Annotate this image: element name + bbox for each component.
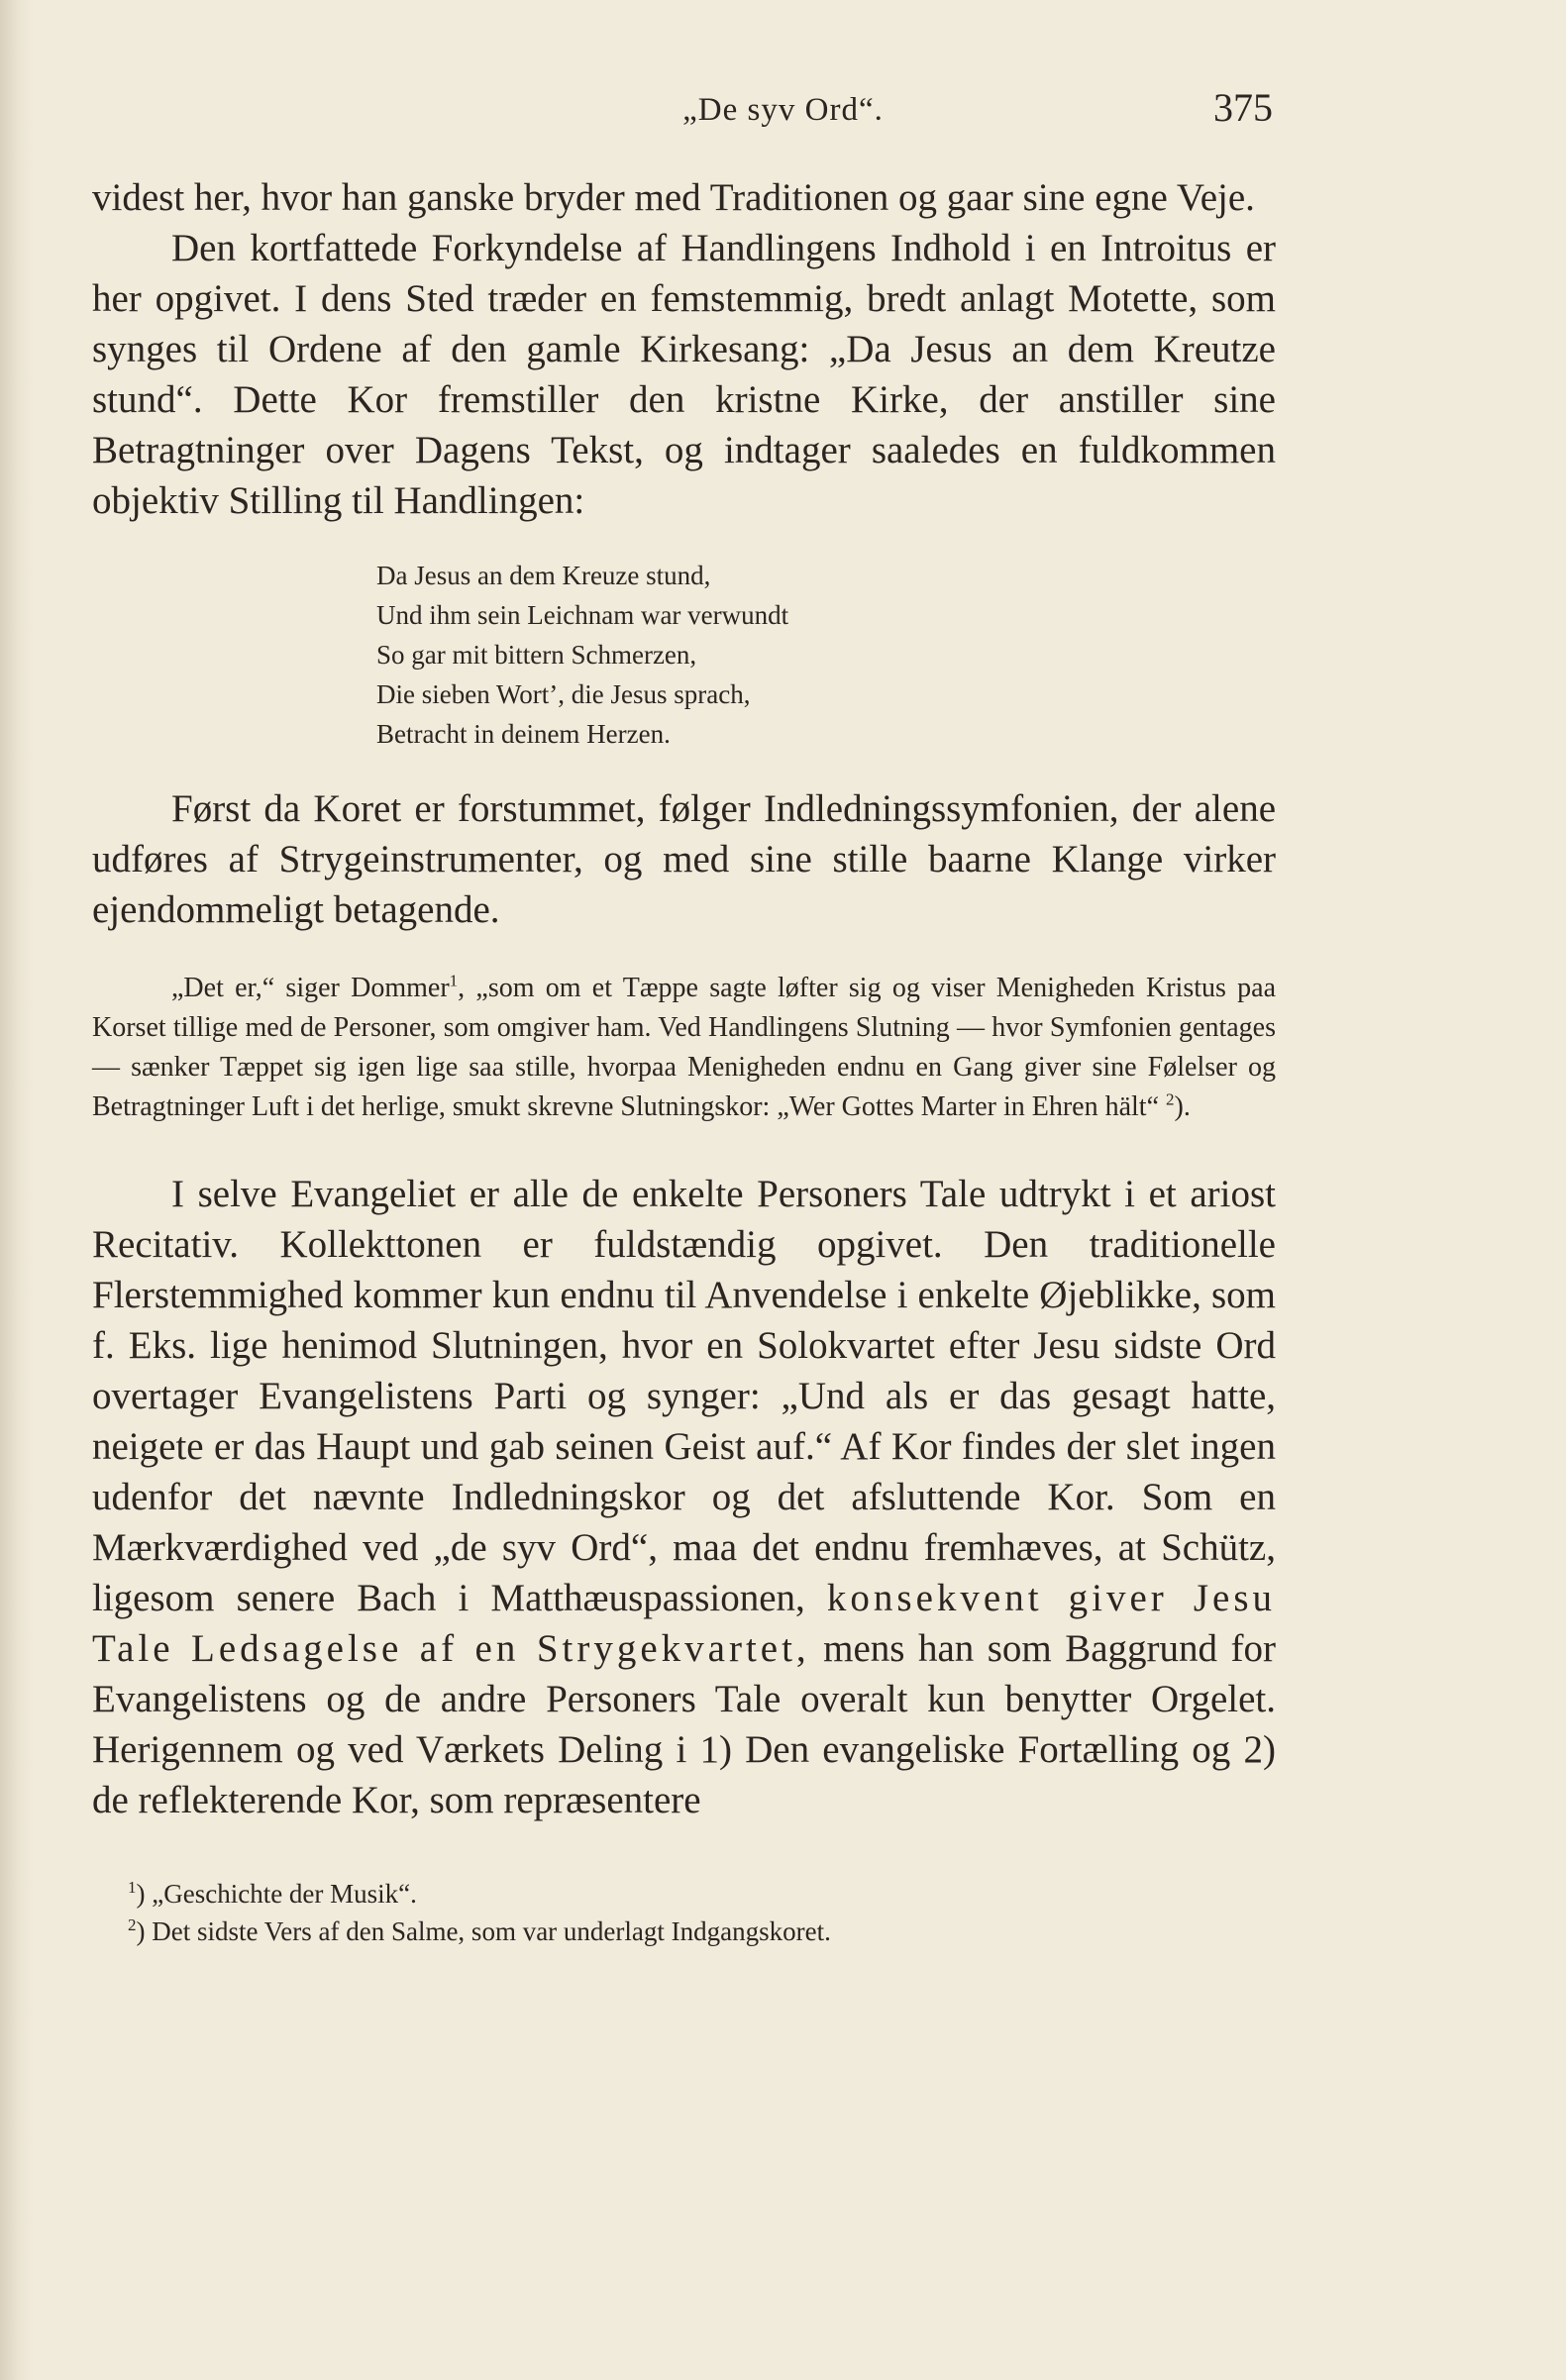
spaced-emphasis: konsekvent giver Jesu Tale Ledsagelse af en Strygekvartet, (92, 1577, 1277, 1670)
quote-text: ). (1174, 1091, 1191, 1122)
footnote-mark: 1 (128, 1878, 137, 1897)
poem-quote (376, 556, 1276, 754)
main-text (92, 172, 1276, 1950)
paragraph-symphony: Først da Koret er forstummet, følger Indledningssymfonien, der alene udføres af Strygeinstrumenter, og med sine stille baarne Klange virker ejendommeligt betagende. (92, 787, 1276, 931)
poem-line: Und ihm sein Leichnam war verwundt (376, 600, 789, 630)
quote-text: , „som om et Tæppe sagte løfter sig og viser Menigheden Kristus paa Korset tillige med de Personer, som omgiver ham. Ved Handlingens Slutning — hvor Symfonien gentages — sænker Tæppet sig igen lige saa stille, hvorpaa Menigheden endnu en Gang giver sine Følelser og Betragtninger Luft i det herlige, smukt skrevne Slutningskor: „Wer Gottes Marter in Ehren hält“ (92, 973, 1277, 1122)
footnote: $^1$) „Geschichte der Musik“. (128, 1878, 417, 1909)
paragraph-continuation: videst her, hvor han ganske bryder med Traditionen og gaar sine egne Veje. (92, 176, 1255, 219)
poem-line: Die sieben Wort’, die Jesus sprach, (376, 679, 751, 709)
paragraph-introitus: Den kortfattede Forkyndelse af Handlingens Indhold i en Introitus er her opgivet. I dens Sted træder en femstemmig, bredt anlagt Motette, som synges til Ordene af den gamle Kirkesang: „Da Jesus an dem Kreutze stund“. Dette Kor fremstiller den kristne Kirke, der anstiller sine Betragtninger over Dagens Tekst, og indtager saaledes en fuldkommen objektiv Stilling til Handlingen: (92, 227, 1276, 522)
footnote: $^2$) Det sidste Vers af den Salme, som var underlagt Indgangskoret. (128, 1915, 831, 1946)
poem-line: So gar mit bittern Schmerzen, (376, 640, 697, 670)
footnotes (128, 1875, 1276, 1950)
block-quote-dommer (92, 969, 1276, 1127)
running-title: „De syv Ord“. (682, 92, 884, 128)
footnote-text: Det sidste Vers af den Salme, som var underlagt Indgangskoret. (152, 1916, 831, 1946)
paragraph-text: mens han som Baggrund for Evangelistens og de andre Personers Tale overalt kun benytter Orgelet. Herigennem og ved Værkets Deling i 1) Den evangeliske Fortælling og 2) de reflekterende Kor, som repræsentere (92, 1627, 1276, 1821)
poem-line: Da Jesus an dem Kreuze stund, (376, 561, 711, 590)
footnote-text: „Geschichte der Musik“. (152, 1879, 417, 1909)
binding-shadow (0, 0, 34, 2380)
footnote-ref: 2 (1166, 1089, 1175, 1109)
quote-text: „Det er,“ siger Dommer (171, 973, 450, 1003)
footnote-ref: 1 (449, 971, 459, 990)
paragraph-evangelist (92, 1169, 1276, 1825)
paragraph-text: I selve Evangeliet er alle de enkelte Personers Tale udtrykt i et ariost Recitativ. Kollekttonen er fuldstændig opgivet. Den traditionelle Flerstemmighed kommer kun endnu til Anvendelse i enkelte Øjeblikke, som f. Eks. lige henimod Slutningen, hvor en Solokvartet efter Jesu sidste Ord overtager Evangelistens Parti og synger: „Und als er das gesagt hatte, neigete er das Haupt und gab seinen Geist auf.“ Af Kor findes der slet ingen udenfor det nævnte Indledningskor og det afsluttende Kor. Som en Mærkværdighed ved „de syv Ord“, maa det endnu fremhæves, at Schütz, ligesom senere Bach i Matthæuspassionen, (92, 1173, 1276, 1619)
footnote-mark: 2 (128, 1915, 137, 1934)
poem-line: Betracht in deinem Herzen. (376, 719, 671, 749)
page-number: 375 (1213, 85, 1273, 130)
